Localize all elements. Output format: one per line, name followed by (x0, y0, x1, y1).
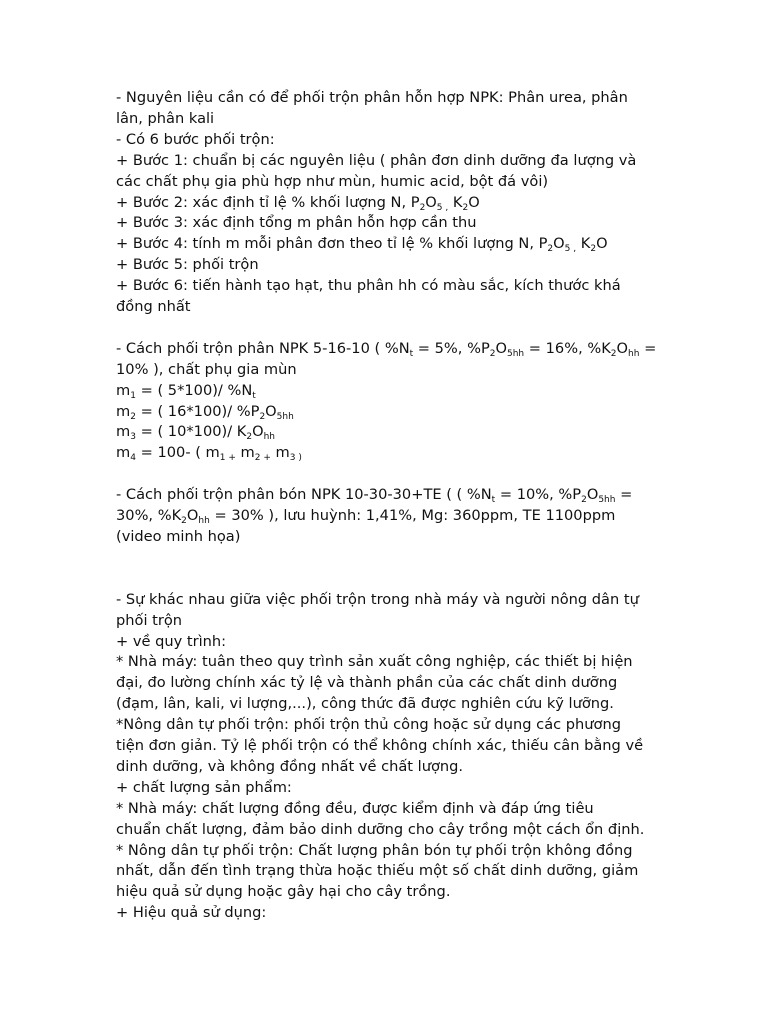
formula-m3: $m_3$ = ( 10*100)/ $K_2O_{hh}$ (116, 423, 275, 443)
materials-line-1: - Nguyên liệu cần có để phối trộn phân hỗn hợp NPK: Phân urea, phân (116, 89, 628, 106)
quality-heading: + chất lượng sản phẩm: (116, 778, 292, 796)
materials-line-2: lân, phân kali (116, 109, 215, 127)
difference-title-line-1: - Sự khác nhau giữa việc phối trộn trong nhà máy và người nông dân tự (116, 590, 639, 608)
npk-10-30-30-line-1: - Cách phối trộn phân bón NPK 10-30-30+TE ( ( $\%N_t = 10\%$, $\%P_2O_{5hh}$ = (116, 486, 633, 506)
process-heading: + về quy trình: (116, 632, 227, 650)
paragraph-gap (116, 464, 656, 485)
steps-intro: - Có 6 bước phối trộn: (116, 130, 275, 148)
process-farmer-line-1: *Nông dân tự phối trộn: phối trộn thủ công hoặc sử dụng các phương (116, 716, 622, 734)
process-factory-line-3: (đạm, lân, kali, vi lượng,...), công thức đã được nghiên cứu kỹ lưỡng. (116, 695, 614, 713)
step-4: + Bước 4: tính m mỗi phân đơn theo tỉ lệ % khối lượng N, $P_2O_{5 ,}$ $K_2O$ (116, 235, 608, 255)
paragraph-gap (116, 548, 656, 590)
quality-farmer-line-1: * Nông dân tự phối trộn: Chất lượng phân bón tự phối trộn không đồng (116, 841, 633, 859)
step-1-line-2: các chất phụ gia phù hợp như mùn, humic acid, bột đá vôi) (116, 172, 549, 190)
process-factory-line-2: đại, đo lường chính xác tỷ lệ và thành phần của các chất dinh dưỡng (116, 674, 618, 692)
process-farmer-line-2: tiện đơn giản. Tỷ lệ phối trộn có thể không chính xác, thiếu cân bằng về (116, 737, 644, 755)
npk-10-30-30-line-2: 30%, $\%K_2O_{hh} = 30\%$ ), lưu huỳnh: 1,41%, Mg: 360ppm, TE 1100ppm (116, 507, 616, 527)
step-6-line-1: + Bước 6: tiến hành tạo hạt, thu phân hh có màu sắc, kích thước khá (116, 277, 621, 295)
npk-5-16-10-line-2: 10% ), chất phụ gia mùn (116, 360, 297, 378)
difference-title-line-2: phối trộn (116, 611, 183, 629)
npk-10-30-30-line-3: (video minh họa) (116, 528, 241, 545)
quality-farmer-line-3: hiệu quả sử dụng hoặc gây hại cho cây trồng. (116, 883, 451, 901)
document-page (116, 88, 656, 924)
formula-m1: $m_1$ = ( 5*100)/ $\%N_t$ (116, 381, 256, 401)
step-6-line-2: đồng nhất (116, 298, 191, 316)
process-factory-line-1: * Nhà máy: tuân theo quy trình sản xuất công nghiệp, các thiết bị hiện (116, 653, 633, 671)
formula-m2: $m_2$ = ( 16*100)/ $\%P_2O_{5hh}$ (116, 402, 294, 422)
formula-m4: $m_4 = 100-$ ( $m_{1 +}$ $m_{2 +}$ $m_{3 )}$ (116, 444, 302, 464)
quality-factory-line-2: chuẩn chất lượng, đảm bảo dinh dưỡng cho cây trồng một cách ổn định. (116, 820, 645, 838)
quality-farmer-line-2: nhất, dẫn đến tình trạng thừa hoặc thiếu một số chất dinh dưỡng, giảm (116, 862, 639, 880)
process-farmer-line-3: dinh dưỡng, và không đồng nhất về chất lượng. (116, 757, 464, 775)
step-5: + Bước 5: phối trộn (116, 256, 259, 274)
step-3: + Bước 3: xác định tổng m phân hỗn hợp cần thu (116, 214, 477, 232)
npk-5-16-10-line-1: - Cách phối trộn phân NPK 5-16-10 ( $\%N_t = 5\%$, $\%P_2O_{5hh} = 16\%$, $\%K_2O_{hh}$ = (116, 339, 657, 359)
step-2: + Bước 2: xác định tỉ lệ % khối lượng N, $P_2O_{5 ,}$ $K_2O$ (116, 193, 480, 213)
paragraph-gap (116, 318, 656, 339)
step-1-line-1: + Bước 1: chuẩn bị các nguyên liệu ( phân đơn dinh dưỡng đa lượng và (116, 151, 637, 169)
quality-factory-line-1: * Nhà máy: chất lượng đồng đều, được kiểm định và đáp ứng tiêu (116, 799, 594, 817)
efficiency-heading: + Hiệu quả sử dụng: (116, 904, 267, 922)
